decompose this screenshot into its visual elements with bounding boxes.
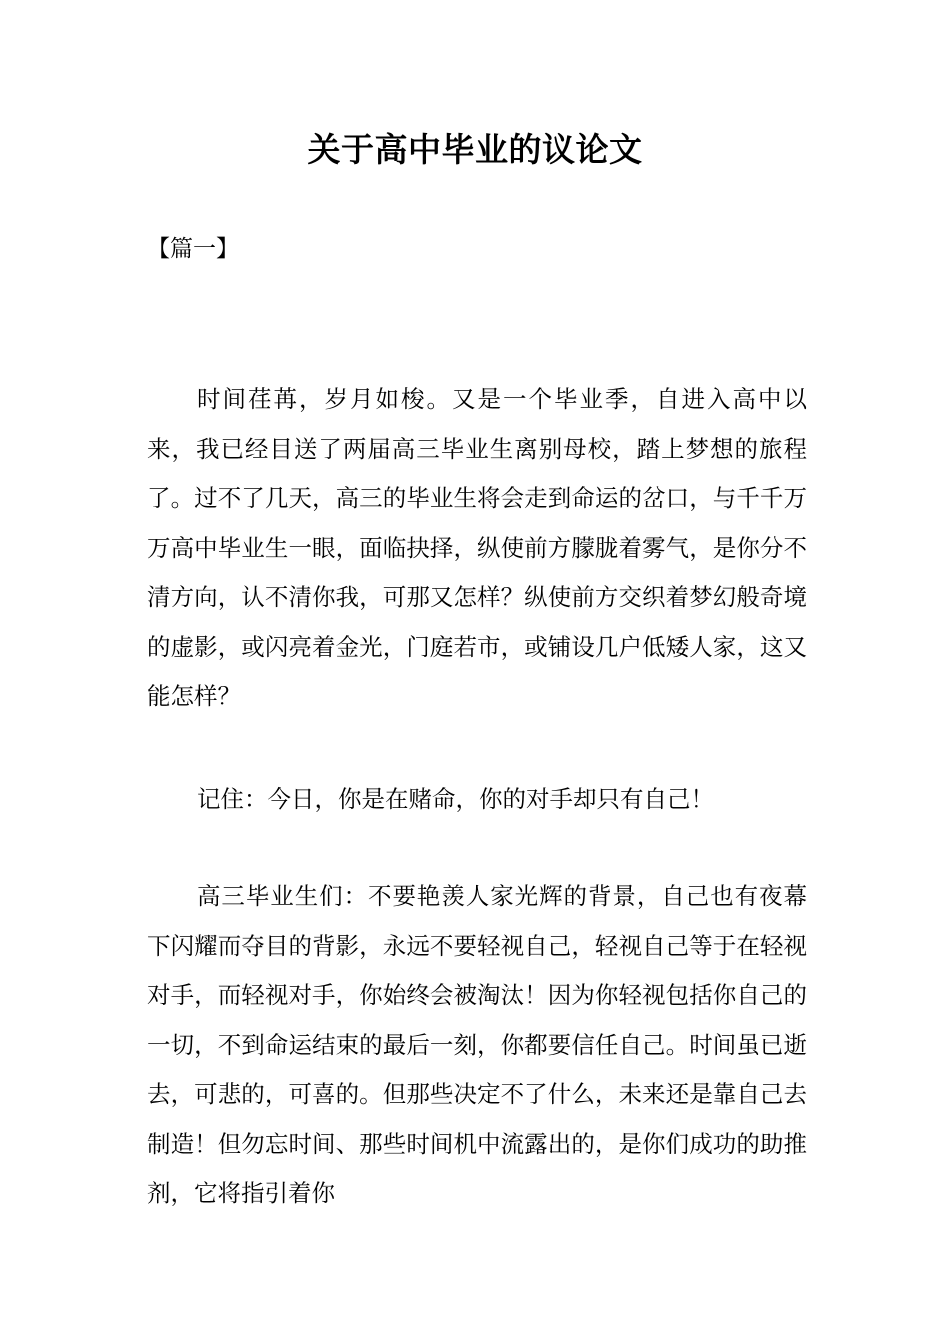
- section-label: 【篇一】: [147, 236, 239, 262]
- paragraph-1: 时间荏苒，岁月如梭。又是一个毕业季，自进入高中以来，我已经目送了两届高三毕业生离别母校，踏上梦想的旅程了。过不了几天，高三的毕业生将会走到命运的岔口，与千千万万高中毕业生一眼，面临抉择，纵使前方朦胧着雾气，是你分不清方向，认不清你我，可那又怎样？纵使前方交织着梦幻般奇境的虚影，或闪亮着金光，门庭若市，或铺设几户低矮人家，这又能怎样？: [147, 385, 807, 710]
- document-title: 关于高中毕业的议论文: [307, 130, 643, 169]
- paragraph-3: 高三毕业生们：不要艳羡人家光辉的背景，自己也有夜幕下闪耀而夺目的背影，永远不要轻视自己，轻视自己等于在轻视对手，而轻视对手，你始终会被淘汰！因为你轻视包括你自己的一切，不到命运结束的最后一刻，你都要信任自己。时间虽已逝去，可悲的，可喜的。但那些决定不了什么，未来还是靠自己去制造！但勿忘时间、那些时间机中流露出的，是你们成功的助推剂，它将指引着你: [147, 882, 807, 1207]
- paragraph-2: 记住：今日，你是在赌命，你的对手却只有自己！: [197, 785, 714, 813]
